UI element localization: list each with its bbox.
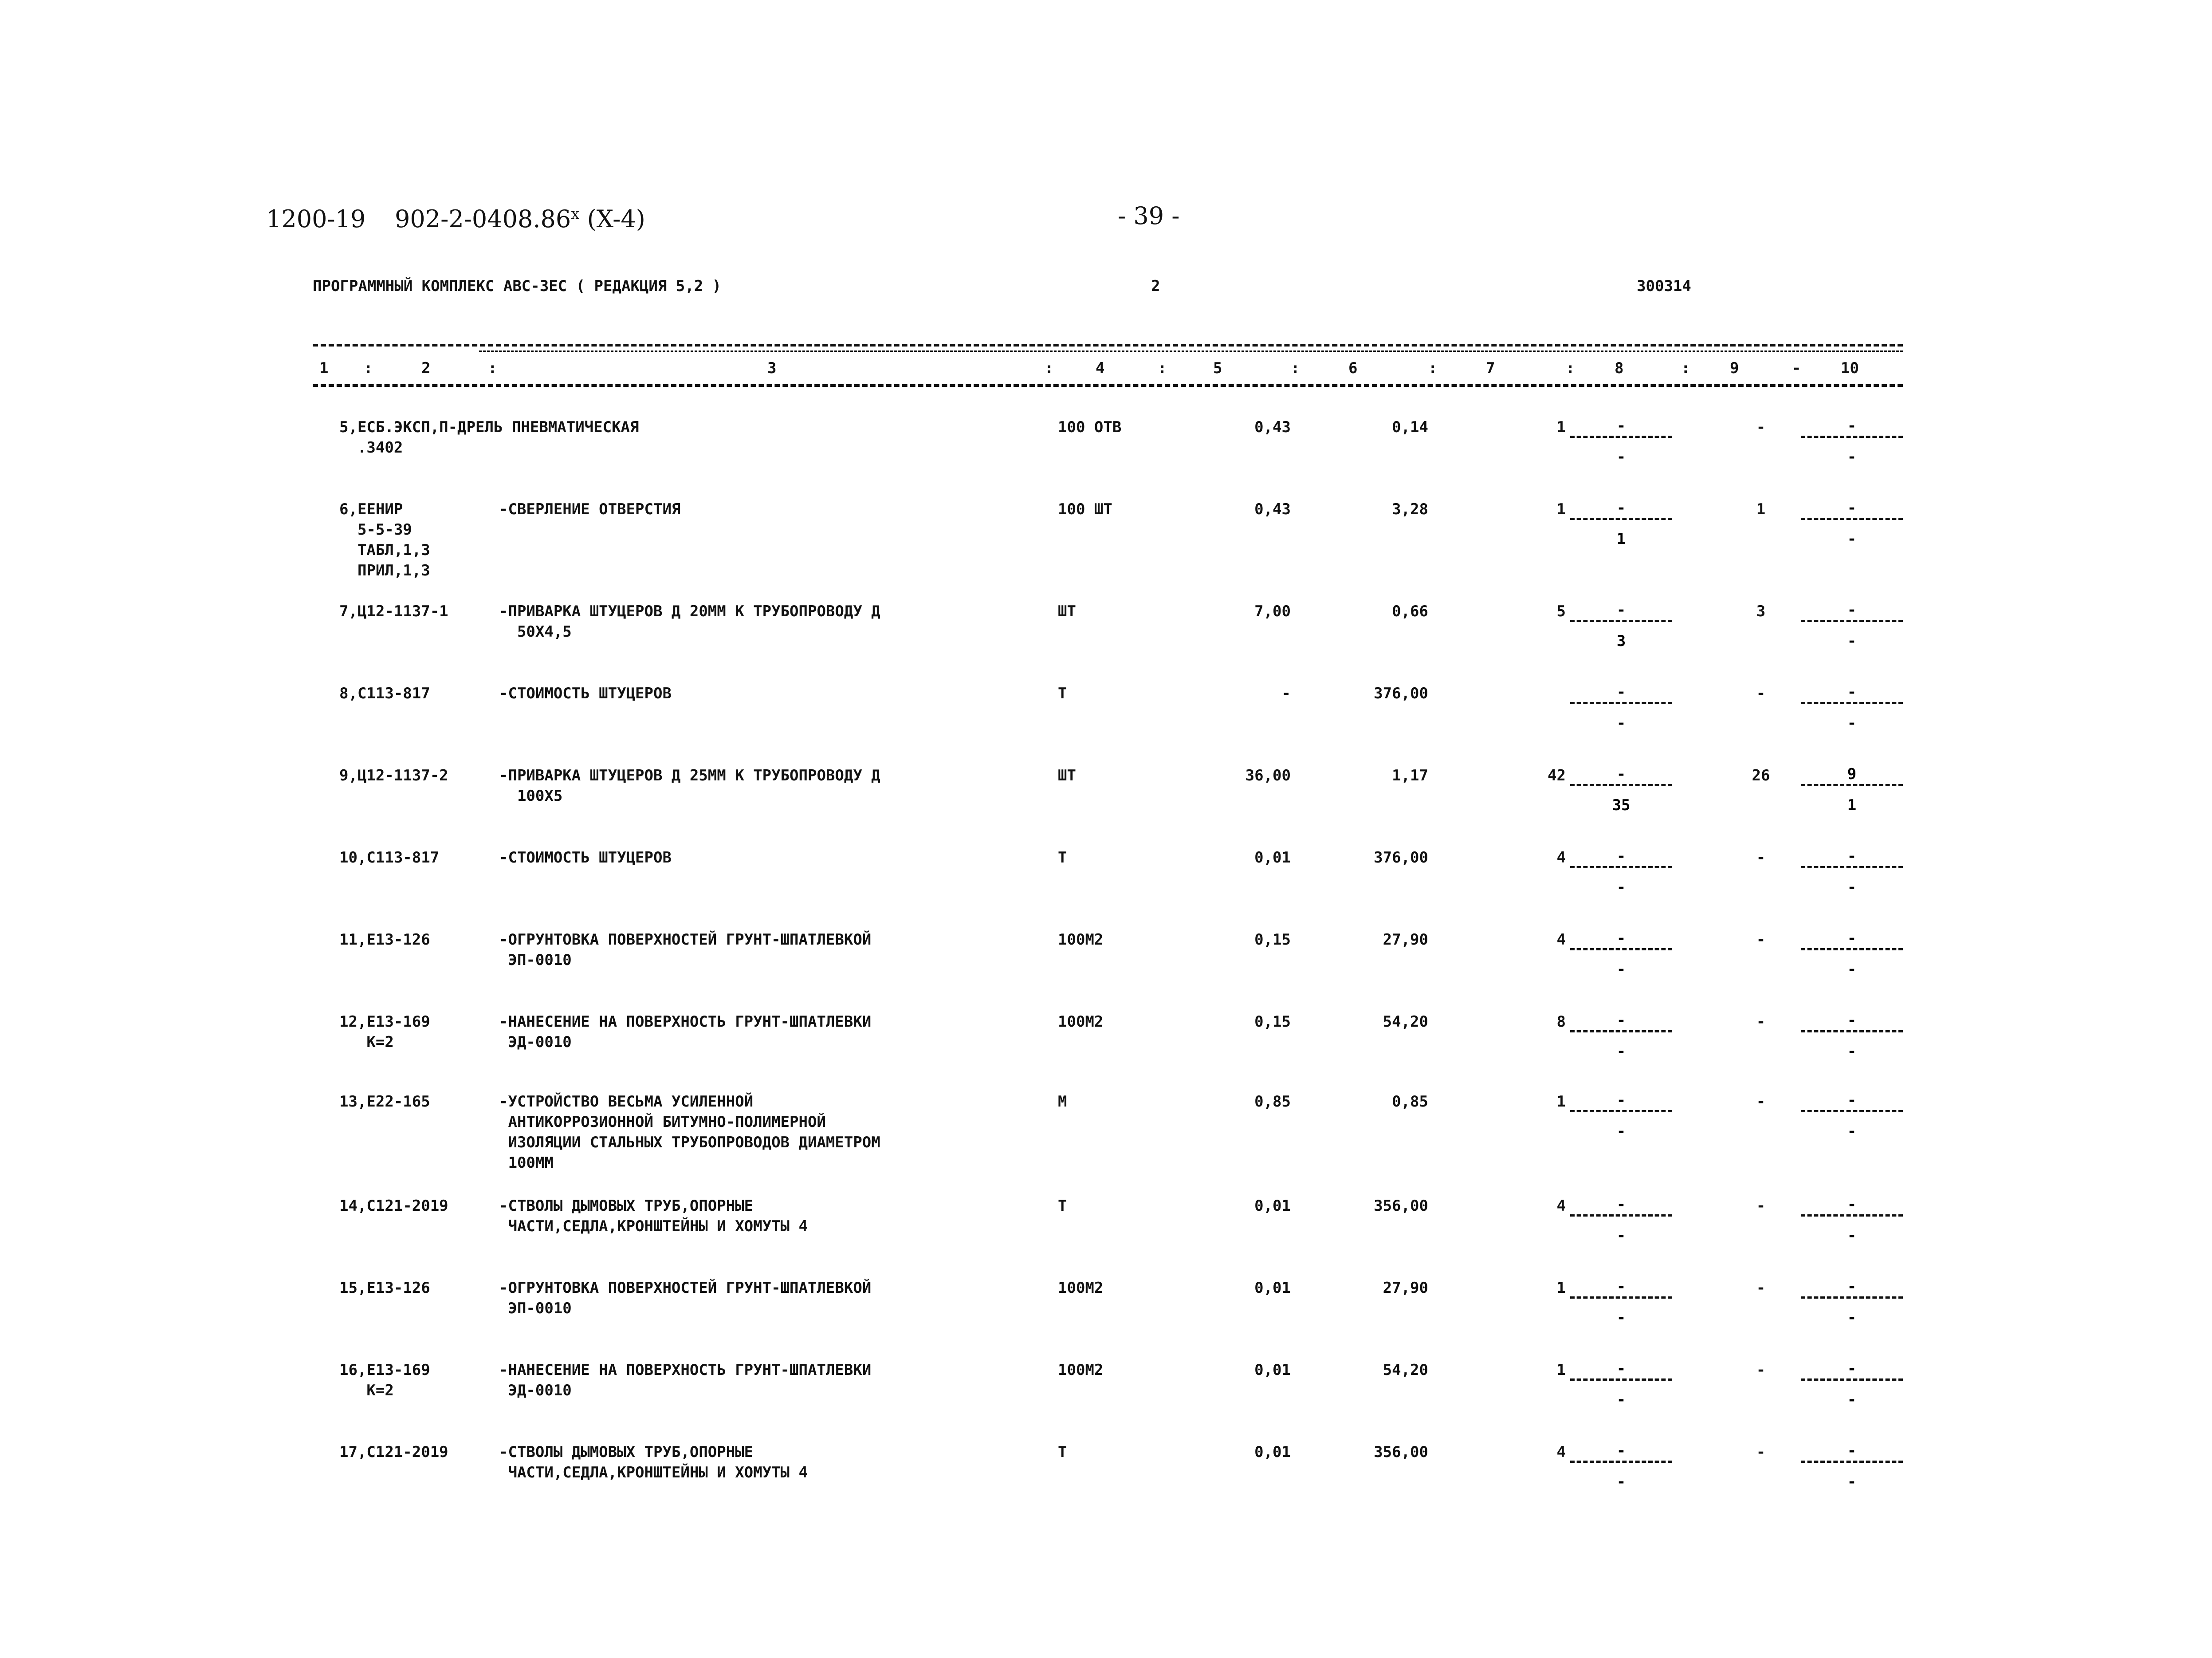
item-name: -СТОИМОСТЬ ШТУЦЕРОВ xyxy=(499,849,672,866)
item-code: 11,Е13-126 xyxy=(339,931,430,949)
column-header: 7 xyxy=(1486,359,1495,377)
fraction-numerator: - xyxy=(1847,847,1857,865)
col8-fraction xyxy=(1570,1360,1672,1422)
fraction-numerator: - xyxy=(1616,1442,1626,1460)
col8-fraction xyxy=(1570,601,1672,663)
col8-fraction xyxy=(1570,1278,1672,1340)
col10-fraction xyxy=(1801,1091,1903,1154)
item-col9: - xyxy=(1756,1279,1766,1297)
item-price: 3,28 xyxy=(1392,500,1428,518)
fraction-bar xyxy=(1570,1378,1672,1381)
fraction-denominator: - xyxy=(1616,714,1626,732)
column-header: 3 xyxy=(767,359,777,377)
program-code: 300314 xyxy=(1637,277,1691,295)
fraction-numerator: - xyxy=(1847,417,1857,435)
column-header: : xyxy=(1681,359,1690,377)
fraction-denominator: - xyxy=(1616,448,1626,466)
col8-fraction xyxy=(1570,417,1672,479)
fraction-denominator: - xyxy=(1847,530,1857,548)
table-row xyxy=(0,1442,2212,1517)
table-row xyxy=(0,1196,2212,1271)
item-name: -ОГРУНТОВКА ПОВЕРХНОСТЕЙ ГРУНТ-ШПАТЛЕВКОЙ ЭП-0010 xyxy=(499,1279,872,1317)
item-price: 27,90 xyxy=(1383,931,1428,949)
item-col9: 26 xyxy=(1752,767,1770,784)
item-code: 5,ЕСБ.ЭКСП,П-ДРЕЛЬ ПНЕВМАТИЧЕСКАЯ .3402 xyxy=(339,418,639,457)
fraction-bar xyxy=(1801,1296,1903,1299)
fraction-bar xyxy=(1801,1110,1903,1112)
fraction-numerator: - xyxy=(1616,499,1626,517)
item-unit: 100 ШТ xyxy=(1058,500,1112,518)
item-name: -ОГРУНТОВКА ПОВЕРХНОСТЕЙ ГРУНТ-ШПАТЛЕВКОЙ ЭП-0010 xyxy=(499,931,872,969)
fraction-numerator: - xyxy=(1847,1196,1857,1213)
fraction-numerator: 9 xyxy=(1847,765,1857,783)
col8-fraction xyxy=(1570,847,1672,910)
fraction-bar xyxy=(1801,866,1903,868)
column-header: 5 xyxy=(1213,359,1222,377)
item-col9: - xyxy=(1756,1013,1766,1031)
item-code: 17,С121-2019 xyxy=(339,1443,448,1461)
col10-fraction xyxy=(1801,765,1903,827)
col8-fraction xyxy=(1570,1196,1672,1258)
column-header: 9 xyxy=(1730,359,1739,377)
table-top-rule-2 xyxy=(479,351,1903,352)
fraction-denominator: - xyxy=(1616,1043,1626,1060)
fraction-denominator: 1 xyxy=(1847,796,1857,814)
column-header: 6 xyxy=(1348,359,1358,377)
item-name: -ПРИВАРКА ШТУЦЕРОВ Д 25ММ К ТРУБОПРОВОДУ Д 100Х5 xyxy=(499,767,880,805)
item-code: 8,С113-817 xyxy=(339,685,430,702)
fraction-numerator: - xyxy=(1847,499,1857,517)
fraction-denominator: - xyxy=(1616,1391,1626,1409)
col10-fraction xyxy=(1801,1196,1903,1258)
fraction-denominator: - xyxy=(1847,1473,1857,1491)
column-header: 8 xyxy=(1615,359,1624,377)
item-code: 7,Ц12-1137-1 xyxy=(339,603,448,620)
item-quantity: 0,85 xyxy=(1254,1093,1291,1111)
fraction-denominator: - xyxy=(1847,1391,1857,1409)
item-unit: 100М2 xyxy=(1058,1361,1104,1379)
fraction-numerator: - xyxy=(1847,1278,1857,1296)
fraction-denominator: - xyxy=(1616,1122,1626,1140)
column-header: - xyxy=(1792,359,1801,377)
col8-fraction xyxy=(1570,1442,1672,1504)
fraction-bar xyxy=(1570,1030,1672,1032)
fraction-denominator: - xyxy=(1847,878,1857,896)
fraction-numerator: - xyxy=(1616,929,1626,947)
column-header: 1 xyxy=(319,359,329,377)
item-price: 27,90 xyxy=(1383,1279,1428,1297)
table-header-rule xyxy=(313,384,1903,387)
col10-fraction xyxy=(1801,1442,1903,1504)
item-quantity: 0,43 xyxy=(1254,418,1291,436)
fraction-denominator: - xyxy=(1616,961,1626,978)
col10-fraction xyxy=(1801,417,1903,479)
item-col7: 4 xyxy=(1556,849,1566,866)
item-col9: - xyxy=(1756,931,1766,949)
fraction-numerator: - xyxy=(1616,1091,1626,1109)
fraction-bar xyxy=(1801,1378,1903,1381)
fraction-numerator: - xyxy=(1847,929,1857,947)
fraction-numerator: - xyxy=(1847,1442,1857,1460)
fraction-bar xyxy=(1801,948,1903,950)
item-code: 6,ЕЕНИР 5-5-39 ТАБЛ,1,3 ПРИЛ,1,3 xyxy=(339,500,430,579)
column-header: : xyxy=(1045,359,1054,377)
col8-fraction xyxy=(1570,499,1672,561)
column-header: : xyxy=(1291,359,1300,377)
fraction-denominator: - xyxy=(1847,632,1857,650)
fraction-bar xyxy=(1801,1030,1903,1032)
fraction-denominator: - xyxy=(1847,1227,1857,1244)
fraction-numerator: - xyxy=(1847,683,1857,701)
item-name: -СВЕРЛЕНИЕ ОТВЕРСТИЯ xyxy=(499,500,681,518)
document-code-main: 902-2-0408.86 xyxy=(395,205,571,233)
item-col9: 1 xyxy=(1756,500,1766,518)
item-quantity: 36,00 xyxy=(1245,767,1291,784)
sheet-number: 2 xyxy=(1151,277,1160,295)
item-unit: Т xyxy=(1058,1197,1067,1215)
item-code: 12,Е13-169 К=2 xyxy=(339,1013,430,1051)
fraction-numerator: - xyxy=(1616,417,1626,435)
fraction-denominator: - xyxy=(1847,1043,1857,1060)
item-quantity: 0,15 xyxy=(1254,1013,1291,1031)
table-row xyxy=(0,765,2212,841)
fraction-denominator: 35 xyxy=(1612,796,1631,814)
item-name: -НАНЕСЕНИЕ НА ПОВЕРХНОСТЬ ГРУНТ-ШПАТЛЕВКИ ЭД-0010 xyxy=(499,1013,872,1051)
item-col9: - xyxy=(1756,1361,1766,1379)
fraction-denominator: - xyxy=(1847,961,1857,978)
column-header: 10 xyxy=(1841,359,1859,377)
item-unit: Т xyxy=(1058,685,1067,702)
fraction-bar xyxy=(1570,1296,1672,1299)
document-code-sup: x xyxy=(571,205,580,223)
item-col7: 4 xyxy=(1556,931,1566,949)
column-header: : xyxy=(364,359,373,377)
item-code: 13,Е22-165 xyxy=(339,1093,430,1111)
column-header: : xyxy=(488,359,497,377)
item-code: 14,С121-2019 xyxy=(339,1197,448,1215)
fraction-denominator: - xyxy=(1616,1309,1626,1327)
column-header: : xyxy=(1428,359,1438,377)
item-unit: ШТ xyxy=(1058,767,1076,784)
item-quantity: 0,01 xyxy=(1254,1443,1291,1461)
item-name: -НАНЕСЕНИЕ НА ПОВЕРХНОСТЬ ГРУНТ-ШПАТЛЕВКИ ЭД-0010 xyxy=(499,1361,872,1399)
item-col9: - xyxy=(1756,1093,1766,1111)
item-col9: - xyxy=(1756,418,1766,436)
fraction-bar xyxy=(1570,1110,1672,1112)
col8-fraction xyxy=(1570,683,1672,745)
fraction-denominator: 3 xyxy=(1616,632,1626,650)
item-quantity: 0,01 xyxy=(1254,1279,1291,1297)
item-col9: - xyxy=(1756,1443,1766,1461)
item-col7: 1 xyxy=(1556,1093,1566,1111)
item-code: 16,Е13-169 К=2 xyxy=(339,1361,430,1399)
fraction-bar xyxy=(1801,436,1903,438)
sheet-code: 1200-19 xyxy=(266,205,366,233)
item-quantity: 0,01 xyxy=(1254,1361,1291,1379)
fraction-numerator: - xyxy=(1847,601,1857,619)
col10-fraction xyxy=(1801,847,1903,910)
table-row xyxy=(0,1360,2212,1435)
col8-fraction xyxy=(1570,929,1672,992)
fraction-denominator: - xyxy=(1616,878,1626,896)
item-code: 15,Е13-126 xyxy=(339,1279,430,1297)
item-name: -СТВОЛЫ ДЫМОВЫХ ТРУБ,ОПОРНЫЕ ЧАСТИ,СЕДЛА,КРОНШТЕЙНЫ И ХОМУТЫ 4 xyxy=(499,1443,808,1481)
item-quantity: 7,00 xyxy=(1254,603,1291,620)
item-code: 9,Ц12-1137-2 xyxy=(339,767,448,784)
item-col9: - xyxy=(1756,849,1766,866)
program-title: ПРОГРАММНЫЙ КОМПЛЕКС АВС-3ЕС ( РЕДАКЦИЯ 5,2 ) xyxy=(313,277,722,295)
fraction-numerator: - xyxy=(1847,1012,1857,1029)
col10-fraction xyxy=(1801,929,1903,992)
col10-fraction xyxy=(1801,1360,1903,1422)
fraction-denominator: 1 xyxy=(1616,530,1626,548)
item-unit: Т xyxy=(1058,1443,1067,1461)
fraction-numerator: - xyxy=(1616,1278,1626,1296)
table-row xyxy=(0,929,2212,1005)
fraction-denominator: - xyxy=(1847,1309,1857,1327)
table-row xyxy=(0,417,2212,492)
fraction-denominator: - xyxy=(1616,1473,1626,1491)
column-header: : xyxy=(1566,359,1575,377)
col8-fraction xyxy=(1570,765,1672,827)
column-header: 2 xyxy=(421,359,431,377)
table-row xyxy=(0,601,2212,677)
fraction-bar xyxy=(1570,784,1672,786)
item-unit: М xyxy=(1058,1093,1067,1111)
item-col9: - xyxy=(1756,1197,1766,1215)
item-unit: 100М2 xyxy=(1058,1279,1104,1297)
table-row xyxy=(0,683,2212,759)
fraction-bar xyxy=(1570,1214,1672,1217)
item-name: -СТВОЛЫ ДЫМОВЫХ ТРУБ,ОПОРНЫЕ ЧАСТИ,СЕДЛА,КРОНШТЕЙНЫ И ХОМУТЫ 4 xyxy=(499,1197,808,1235)
fraction-bar xyxy=(1570,518,1672,520)
table-row xyxy=(0,499,2212,579)
item-col7: 4 xyxy=(1556,1443,1566,1461)
item-quantity: 0,01 xyxy=(1254,1197,1291,1215)
item-price: 356,00 xyxy=(1374,1443,1428,1461)
item-name: -УСТРОЙСТВО ВЕСЬМА УСИЛЕННОЙ АНТИКОРРОЗИОННОЙ БИТУМНО-ПОЛИМЕРНОЙ ИЗОЛЯЦИИ СТАЛЬНЫХ ТРУБОПРОВОДОВ ДИАМЕТРОМ 100ММ xyxy=(499,1093,880,1172)
item-quantity: 0,01 xyxy=(1254,849,1291,866)
col10-fraction xyxy=(1801,1012,1903,1074)
item-unit: ШТ xyxy=(1058,603,1076,620)
fraction-denominator: - xyxy=(1847,448,1857,466)
fraction-numerator: - xyxy=(1616,1012,1626,1029)
item-col7: 1 xyxy=(1556,500,1566,518)
item-col7: 1 xyxy=(1556,1279,1566,1297)
fraction-denominator: - xyxy=(1847,1122,1857,1140)
fraction-numerator: - xyxy=(1616,765,1626,783)
item-price: 54,20 xyxy=(1383,1013,1428,1031)
fraction-bar xyxy=(1801,620,1903,622)
item-unit: 100М2 xyxy=(1058,1013,1104,1031)
item-price: 0,66 xyxy=(1392,603,1428,620)
table-row xyxy=(0,847,2212,923)
item-col7: 4 xyxy=(1556,1197,1566,1215)
fraction-numerator: - xyxy=(1616,847,1626,865)
col8-fraction xyxy=(1570,1091,1672,1154)
col10-fraction xyxy=(1801,683,1903,745)
item-col7: 1 xyxy=(1556,418,1566,436)
page-number: - 39 - xyxy=(1118,202,1180,230)
table-top-rule xyxy=(313,344,1903,347)
fraction-bar xyxy=(1801,1461,1903,1463)
item-col7: 42 xyxy=(1548,767,1566,784)
fraction-bar xyxy=(1801,1214,1903,1217)
fraction-numerator: - xyxy=(1616,683,1626,701)
item-col7: 5 xyxy=(1556,603,1566,620)
fraction-bar xyxy=(1570,702,1672,704)
col10-fraction xyxy=(1801,1278,1903,1340)
col10-fraction xyxy=(1801,601,1903,663)
fraction-denominator: - xyxy=(1847,714,1857,732)
fraction-numerator: - xyxy=(1616,1196,1626,1213)
fraction-bar xyxy=(1570,866,1672,868)
document-code-suffix: (X-4) xyxy=(587,205,645,233)
item-quantity: 0,15 xyxy=(1254,931,1291,949)
item-code: 10,С113-817 xyxy=(339,849,440,866)
item-quantity: - xyxy=(1281,685,1291,702)
fraction-bar xyxy=(1570,620,1672,622)
fraction-bar xyxy=(1570,1461,1672,1463)
table-row xyxy=(0,1012,2212,1087)
table-row xyxy=(0,1278,2212,1353)
item-quantity: 0,43 xyxy=(1254,500,1291,518)
col8-fraction xyxy=(1570,1012,1672,1074)
item-price: 0,85 xyxy=(1392,1093,1428,1111)
fraction-bar xyxy=(1570,948,1672,950)
item-col9: 3 xyxy=(1756,603,1766,620)
item-name: -СТОИМОСТЬ ШТУЦЕРОВ xyxy=(499,685,672,702)
item-price: 356,00 xyxy=(1374,1197,1428,1215)
column-header: : xyxy=(1158,359,1167,377)
fraction-bar xyxy=(1801,518,1903,520)
item-price: 54,20 xyxy=(1383,1361,1428,1379)
fraction-bar xyxy=(1801,702,1903,704)
fraction-numerator: - xyxy=(1847,1360,1857,1378)
item-name: -ПРИВАРКА ШТУЦЕРОВ Д 20ММ К ТРУБОПРОВОДУ Д 50Х4,5 xyxy=(499,603,880,641)
item-unit: 100М2 xyxy=(1058,931,1104,949)
column-header: 4 xyxy=(1096,359,1105,377)
item-col7: 8 xyxy=(1556,1013,1566,1031)
item-unit: 100 ОТВ xyxy=(1058,418,1122,436)
item-price: 0,14 xyxy=(1392,418,1428,436)
item-price: 376,00 xyxy=(1374,849,1428,866)
fraction-denominator: - xyxy=(1616,1227,1626,1244)
fraction-numerator: - xyxy=(1847,1091,1857,1109)
col10-fraction xyxy=(1801,499,1903,561)
item-price: 376,00 xyxy=(1374,685,1428,702)
table-row xyxy=(0,1091,2212,1172)
item-col9: - xyxy=(1756,685,1766,702)
document-code xyxy=(395,205,645,233)
fraction-bar xyxy=(1801,784,1903,786)
item-unit: Т xyxy=(1058,849,1067,866)
item-col7: 1 xyxy=(1556,1361,1566,1379)
item-price: 1,17 xyxy=(1392,767,1428,784)
fraction-bar xyxy=(1570,436,1672,438)
fraction-numerator: - xyxy=(1616,1360,1626,1378)
fraction-numerator: - xyxy=(1616,601,1626,619)
